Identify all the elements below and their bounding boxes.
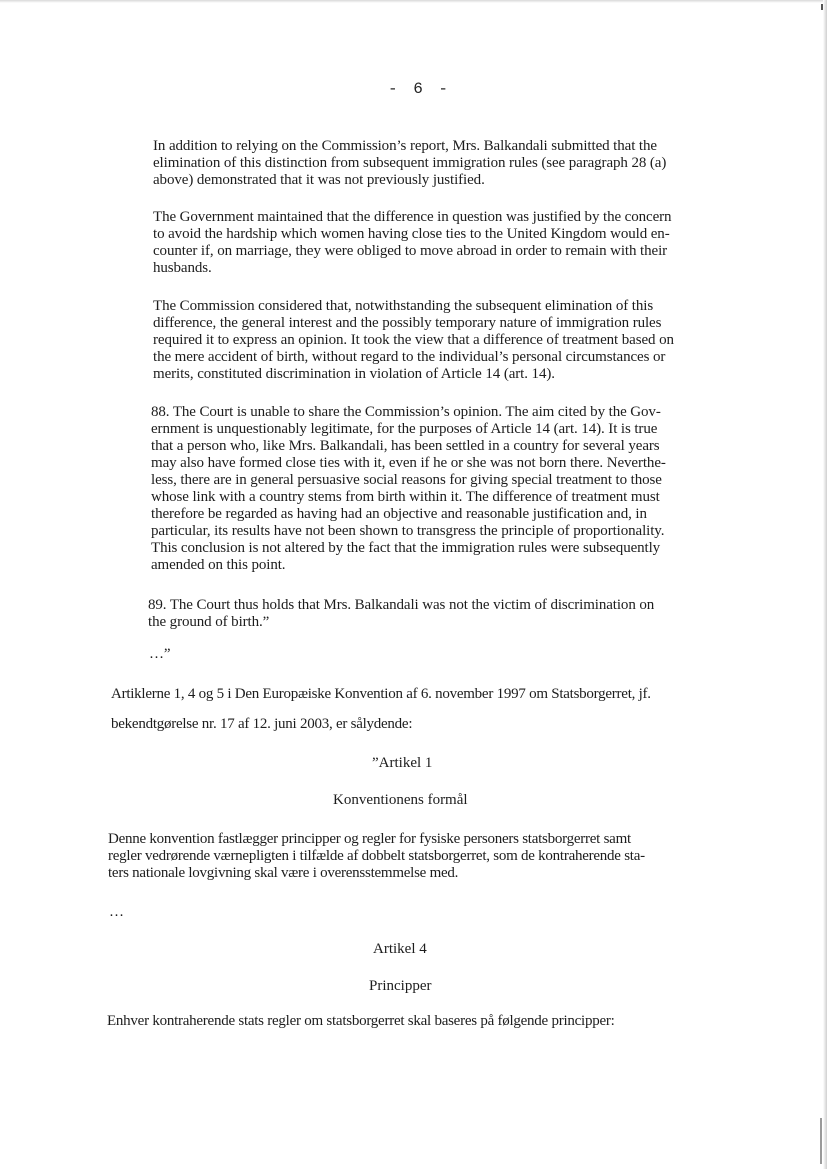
quote-p88-line-6: whose link with a country stems from birth within it. The difference of treatment must [151, 489, 660, 505]
danish-intro-line-2: bekendtgørelse nr. 17 af 12. juni 2003, er sålydende: [111, 716, 413, 732]
quote-p1-line-2: elimination of this distinction from subsequent immigration rules (see paragraph 28 (a) [153, 155, 667, 171]
scan-right-edge [823, 0, 827, 1169]
scan-corner-mark [821, 4, 823, 10]
quote-p3-line-5: merits, constituted discrimination in violation of Article 14 (art. 14). [153, 366, 555, 382]
quote-ellipsis: …” [149, 646, 171, 662]
quote-p88-line-10: amended on this point. [151, 557, 286, 573]
quote-p88-line-1: 88. The Court is unable to share the Commission’s opinion. The aim cited by the Gov- [151, 404, 661, 420]
article-1-heading: ”Artikel 1 [372, 755, 433, 771]
scan-margin-mark [820, 1118, 822, 1164]
quote-p2-line-4: husbands. [153, 260, 212, 276]
article-4-title: Principper [369, 978, 432, 994]
quote-p3-line-3: required it to express an opinion. It took the view that a difference of treatment based on [153, 332, 674, 348]
quote-p2-line-3: counter if, on marriage, they were obliged to move abroad in order to remain with their [153, 243, 668, 259]
quote-p89-line-1: 89. The Court thus holds that Mrs. Balkandali was not the victim of discrimination on [148, 597, 655, 613]
quote-p3-line-1: The Commission considered that, notwithstanding the subsequent elimination of this [153, 298, 654, 314]
quote-p88-line-4: may also have formed close ties with it, even if he or she was not born there. Neverthe- [151, 455, 666, 471]
quote-p88-line-7: therefore be regarded as having had an objective and reasonable justification and, in [151, 506, 647, 522]
article-4-heading: Artikel 4 [373, 941, 427, 957]
article-4-body: Enhver kontraherende stats regler om statsborgerret skal baseres på følgende principper: [107, 1013, 615, 1029]
article-1-body-line-3: ters nationale lovgivning skal være i overensstemmelse med. [108, 865, 459, 881]
quote-p88-line-8: particular, its results have not been shown to transgress the principle of proportionality. [151, 523, 665, 539]
quote-p3-line-2: difference, the general interest and the possibly temporary nature of immigration rules [153, 315, 662, 331]
quote-p2-line-2: to avoid the hardship which women having close ties to the United Kingdom would en- [153, 226, 670, 242]
article-1-title: Konventionens formål [333, 792, 468, 808]
article-1-body-line-1: Denne konvention fastlægger principper og regler for fysiske personers statsborgerret samt [108, 831, 631, 847]
quote-p1-line-3: above) demonstrated that it was not previously justified. [153, 172, 485, 188]
quote-p88-line-2: ernment is unquestionably legitimate, for the purposes of Article 14 (art. 14). It is true [151, 421, 658, 437]
article-1-body-line-2: regler vedrørende værnepligten i tilfælde af dobbelt statsborgerret, som de kontraherende sta- [108, 848, 645, 864]
page-number: - 6 - [388, 80, 452, 98]
danish-intro-line-1: Artiklerne 1, 4 og 5 i Den Europæiske Konvention af 6. november 1997 om Statsborgerret, jf. [111, 686, 651, 702]
quote-p88-line-9: This conclusion is not altered by the fact that the immigration rules were subsequently [151, 540, 661, 556]
quote-p88-line-5: less, there are in general persuasive social reasons for giving special treatment to those [151, 472, 662, 488]
quote-p88-line-3: that a person who, like Mrs. Balkandali, has been settled in a country for several years [151, 438, 660, 454]
quote-p89-line-2: the ground of birth.” [148, 614, 270, 630]
danish-ellipsis: … [109, 904, 124, 920]
quote-p3-line-4: the mere accident of birth, without regard to the individual’s personal circumstances or [153, 349, 666, 365]
scan-top-edge [0, 0, 827, 3]
quote-p1-line-1: In addition to relying on the Commission’s report, Mrs. Balkandali submitted that the [153, 138, 657, 154]
quote-p2-line-1: The Government maintained that the difference in question was justified by the concern [153, 209, 672, 225]
